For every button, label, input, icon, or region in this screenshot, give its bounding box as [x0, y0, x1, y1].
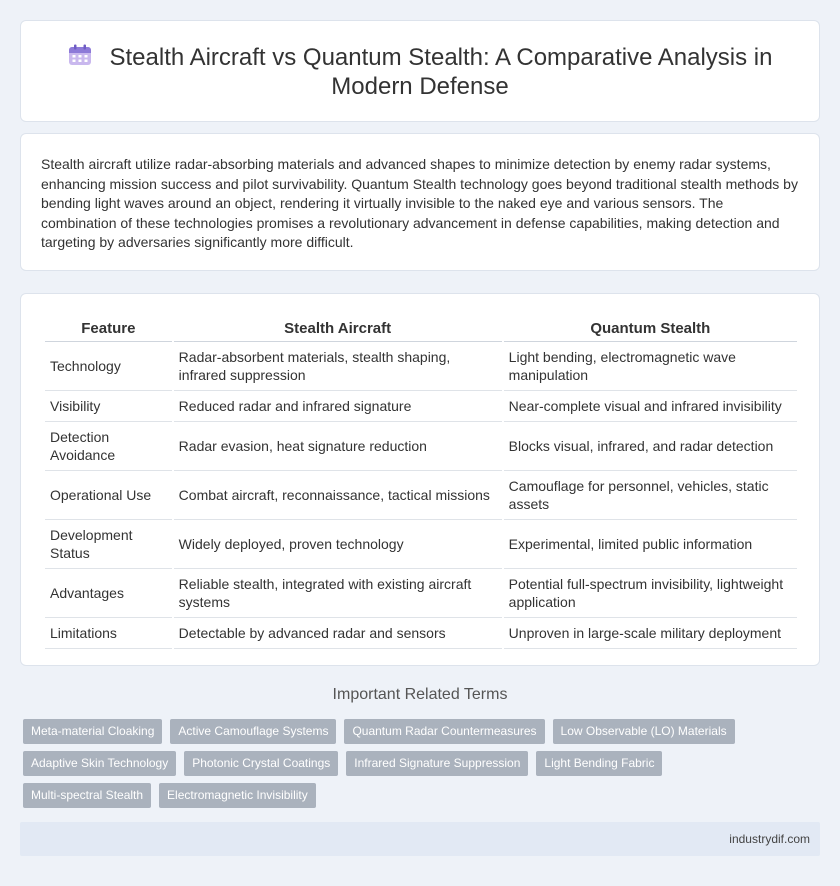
footer-source[interactable]: industrydif.com	[729, 832, 810, 846]
related-term-tag[interactable]: Electromagnetic Invisibility	[159, 783, 316, 808]
row-quantum-stealth: Light bending, electromagnetic wave manipulation	[504, 342, 797, 391]
row-stealth-aircraft: Radar-absorbent materials, stealth shaping, infrared suppression	[174, 342, 502, 391]
row-quantum-stealth: Near-complete visual and infrared invisibility	[504, 391, 797, 422]
page-title: Stealth Aircraft vs Quantum Stealth: A Comparative Analysis in Modern Defense	[109, 44, 773, 100]
header-stealth-aircraft: Stealth Aircraft	[174, 315, 502, 342]
title-card	[20, 20, 820, 122]
intro-text: Stealth aircraft utilize radar-absorbing materials and advanced shapes to minimize detection by enemy radar systems, enhancing mission success and pilot survivability. Quantum Stealth technology goes beyond traditional stealth methods by bending light waves around an object, rendering it virtually invisible to the naked eye and various sensors. The combination of these technologies promises a revolutionary advancement in defense capabilities, making detection and targeting by adversaries significantly more difficult.	[41, 156, 798, 250]
calendar-icon	[68, 44, 92, 66]
related-term-tag[interactable]: Quantum Radar Countermeasures	[344, 719, 544, 744]
table-row	[45, 422, 797, 471]
table-row	[45, 520, 797, 569]
table-row	[45, 471, 797, 520]
table-header-row	[45, 315, 797, 342]
table-row	[45, 618, 797, 649]
row-feature: Technology	[45, 342, 172, 391]
row-quantum-stealth: Potential full-spectrum invisibility, lightweight application	[504, 569, 797, 618]
row-feature: Advantages	[45, 569, 172, 618]
related-term-tag[interactable]: Infrared Signature Suppression	[346, 751, 528, 776]
related-term-tag[interactable]: Low Observable (LO) Materials	[553, 719, 735, 744]
related-term-tag[interactable]: Adaptive Skin Technology	[23, 751, 176, 776]
row-quantum-stealth: Experimental, limited public information	[504, 520, 797, 569]
table-row	[45, 569, 797, 618]
row-feature: Development Status	[45, 520, 172, 569]
row-stealth-aircraft: Widely deployed, proven technology	[174, 520, 502, 569]
intro-card	[20, 133, 820, 271]
related-term-tag[interactable]: Light Bending Fabric	[536, 751, 662, 776]
row-feature: Operational Use	[45, 471, 172, 520]
comparison-table	[43, 315, 799, 649]
row-feature: Limitations	[45, 618, 172, 649]
row-stealth-aircraft: Combat aircraft, reconnaissance, tactical missions	[174, 471, 502, 520]
row-stealth-aircraft: Detectable by advanced radar and sensors	[174, 618, 502, 649]
table-row	[45, 342, 797, 391]
header-feature: Feature	[45, 315, 172, 342]
row-stealth-aircraft: Radar evasion, heat signature reduction	[174, 422, 502, 471]
table-row	[45, 391, 797, 422]
header-quantum-stealth: Quantum Stealth	[504, 315, 797, 342]
row-feature: Detection Avoidance	[45, 422, 172, 471]
row-quantum-stealth: Camouflage for personnel, vehicles, static assets	[504, 471, 797, 520]
row-quantum-stealth: Unproven in large-scale military deployment	[504, 618, 797, 649]
row-quantum-stealth: Blocks visual, infrared, and radar detection	[504, 422, 797, 471]
page-title-wrap	[21, 43, 819, 101]
comparison-table-card	[20, 293, 820, 666]
row-feature: Visibility	[45, 391, 172, 422]
related-term-tag[interactable]: Photonic Crystal Coatings	[184, 751, 338, 776]
related-term-tag[interactable]: Active Camouflage Systems	[170, 719, 336, 744]
footer	[20, 822, 820, 856]
related-term-tag[interactable]: Meta-material Cloaking	[23, 719, 162, 744]
related-terms-title: Important Related Terms	[332, 686, 508, 703]
related-term-tag[interactable]: Multi-spectral Stealth	[23, 783, 151, 808]
row-stealth-aircraft: Reduced radar and infrared signature	[174, 391, 502, 422]
related-terms-list	[23, 719, 803, 815]
row-stealth-aircraft: Reliable stealth, integrated with existing aircraft systems	[174, 569, 502, 618]
